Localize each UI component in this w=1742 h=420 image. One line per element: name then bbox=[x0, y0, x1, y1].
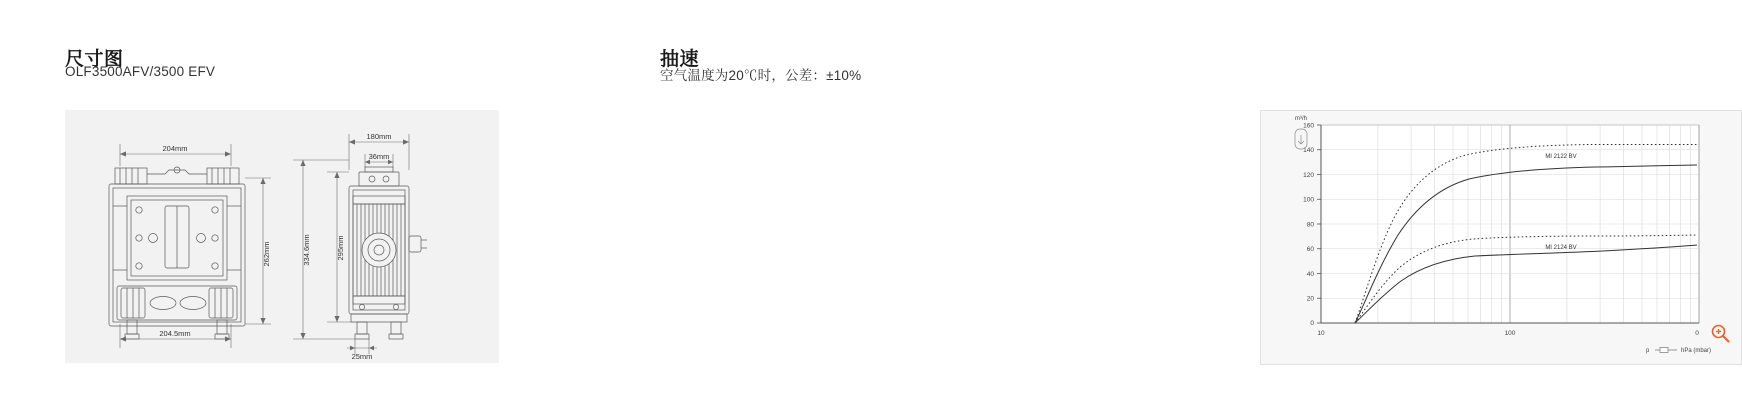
x-axis-label bbox=[1646, 348, 1711, 355]
dim-side-body-height: 295mm bbox=[336, 235, 345, 261]
y-tick-120: 120 bbox=[1303, 171, 1314, 179]
magnifier-icon[interactable] bbox=[1709, 322, 1731, 344]
dim-side-inner-width: 36mm bbox=[368, 152, 390, 161]
svg-text:p: p bbox=[1646, 348, 1650, 354]
y-tick-140: 140 bbox=[1303, 147, 1314, 154]
annotation-mi2122: MI 2122 BV bbox=[1545, 154, 1577, 160]
y-tick-0: 0 bbox=[1310, 320, 1314, 327]
y-tick-80: 80 bbox=[1306, 221, 1314, 229]
chart-title: 抽速 bbox=[660, 48, 700, 70]
y-tick-60: 60 bbox=[1306, 246, 1314, 253]
y-axis-label: m³/h bbox=[1295, 116, 1307, 122]
dimensions-title: 尺寸图 bbox=[65, 48, 124, 70]
dim-front-height: 262mm bbox=[262, 241, 271, 267]
pumping-speed-panel bbox=[600, 0, 1712, 420]
y-tick-100: 100 bbox=[1303, 196, 1314, 204]
dim-side-width: 180mm bbox=[366, 132, 392, 141]
dim-front-bottom: 204.5mm bbox=[159, 329, 191, 338]
x-tick-100: 100 bbox=[1504, 330, 1516, 337]
y-tick-40: 40 bbox=[1306, 270, 1314, 278]
pumping-speed-chart bbox=[1260, 110, 1742, 365]
dim-side-total-height: 334.6mm bbox=[302, 234, 311, 266]
dimensions-subtitle: OLF3500AFV/3500 EFV bbox=[65, 64, 216, 79]
chart-subtitle: 空气温度为20℃时，公差：±10% bbox=[660, 68, 862, 83]
dimensions-panel bbox=[0, 0, 600, 420]
x-tick-1000: 0 bbox=[1695, 330, 1699, 337]
svg-text:hPa (mbar): hPa (mbar) bbox=[1681, 348, 1712, 354]
annotation-mi2124: MI 2124 BV bbox=[1545, 245, 1577, 251]
x-tick-10: 10 bbox=[1317, 330, 1325, 337]
dim-side-foot: 25mm bbox=[351, 352, 373, 361]
y-tick-160: 160 bbox=[1303, 122, 1314, 130]
dim-front-width: 204mm bbox=[162, 144, 188, 153]
y-tick-20: 20 bbox=[1306, 295, 1314, 303]
dimension-drawing bbox=[65, 110, 499, 363]
